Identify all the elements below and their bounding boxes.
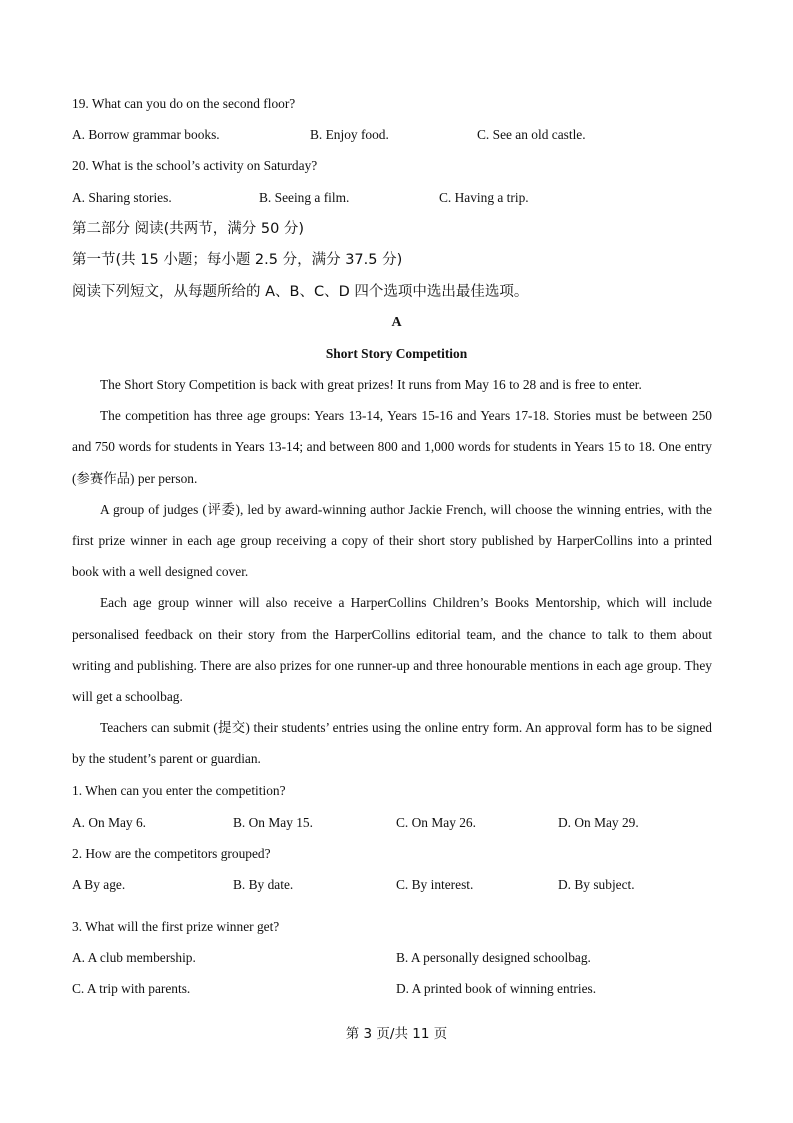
q1-option-d: D. On May 29.	[558, 815, 639, 830]
q2-options	[72, 877, 722, 893]
part2-heading: 第二部分 阅读(共两节，满分 50 分)	[72, 221, 305, 237]
q2-option-a: A By age.	[72, 877, 126, 892]
q2-question: 2. How are the competitors grouped?	[72, 846, 271, 861]
q19-option-c: C. See an old castle.	[477, 127, 586, 142]
q2-option-d: D. By subject.	[558, 877, 635, 892]
q3-option-b: B. A personally designed schoolbag.	[396, 950, 591, 965]
q19-option-a: A. Borrow grammar books.	[72, 127, 220, 142]
q19-options	[72, 127, 722, 143]
q19-option-b: B. Enjoy food.	[310, 127, 389, 142]
q3-options-row2	[72, 981, 722, 997]
passage-paragraph: Each age group winner will also receive a HarperCollins Children’s Books Mentorship, which will include personalised feedback on their story from the HarperCollins editorial team, and the chance to talk to them about writing and publishing. There are also prizes for one runner-up and three honourable mentions in each age group. They will get a schoolbag.	[72, 595, 712, 705]
q1-options	[72, 815, 722, 831]
page-footer: 第 3 页/共 11 页	[345, 1026, 448, 1042]
passage-paragraph: Teachers can submit (提交) their students’ entries using the online entry form. An approval form has to be signed by the student’s parent or guardian.	[72, 720, 712, 767]
q20-option-a: A. Sharing stories.	[72, 190, 172, 205]
reading-instruction: 阅读下列短文，从每题所给的 A、B、C、D 四个选项中选出最佳选项。	[72, 284, 529, 300]
q3-option-d: D. A printed book of winning entries.	[396, 981, 597, 996]
passage-paragraph: The Short Story Competition is back with great prizes! It runs from May 16 to 28 and is free to enter.	[100, 377, 642, 392]
q19-question: 19. What can you do on the second floor?	[72, 96, 296, 111]
q2-option-b: B. By date.	[233, 877, 294, 892]
q2-option-c: C. By interest.	[396, 877, 474, 892]
q20-question: 20. What is the school’s activity on Saturday?	[72, 158, 318, 173]
section1-heading: 第一节(共 15 小题；每小题 2.5 分，满分 37.5 分)	[72, 252, 403, 268]
q20-options	[72, 190, 722, 206]
q3-question: 3. What will the first prize winner get?	[72, 919, 280, 934]
q20-option-b: B. Seeing a film.	[259, 190, 350, 205]
q1-question: 1. When can you enter the competition?	[72, 783, 286, 798]
passage-paragraph: The competition has three age groups: Years 13-14, Years 15-16 and Years 17-18. Stories must be between 250 and 750 words for students in Years 13-14; and between 800 and 1,000 words for students in Years 15 to 18. One entry (参赛作品) per person.	[72, 408, 712, 486]
q1-option-a: A. On May 6.	[72, 815, 147, 830]
q3-option-a: A. A club membership.	[72, 950, 196, 965]
q20-option-c: C. Having a trip.	[439, 190, 529, 205]
q1-option-c: C. On May 26.	[396, 815, 476, 830]
passage-paragraph: A group of judges (评委), led by award-winning author Jackie French, will choose the winning entries, with the first prize winner in each age group receiving a copy of their short story published by HarperCollins into a printed book with a well designed cover.	[72, 501, 712, 580]
q1-option-b: B. On May 15.	[233, 815, 313, 830]
passage-body	[72, 369, 712, 775]
passage-title: Short Story Competition	[325, 346, 468, 361]
q3-options-row1	[72, 950, 722, 966]
passage-letter: A	[391, 315, 402, 330]
q3-option-c: C. A trip with parents.	[72, 981, 191, 996]
